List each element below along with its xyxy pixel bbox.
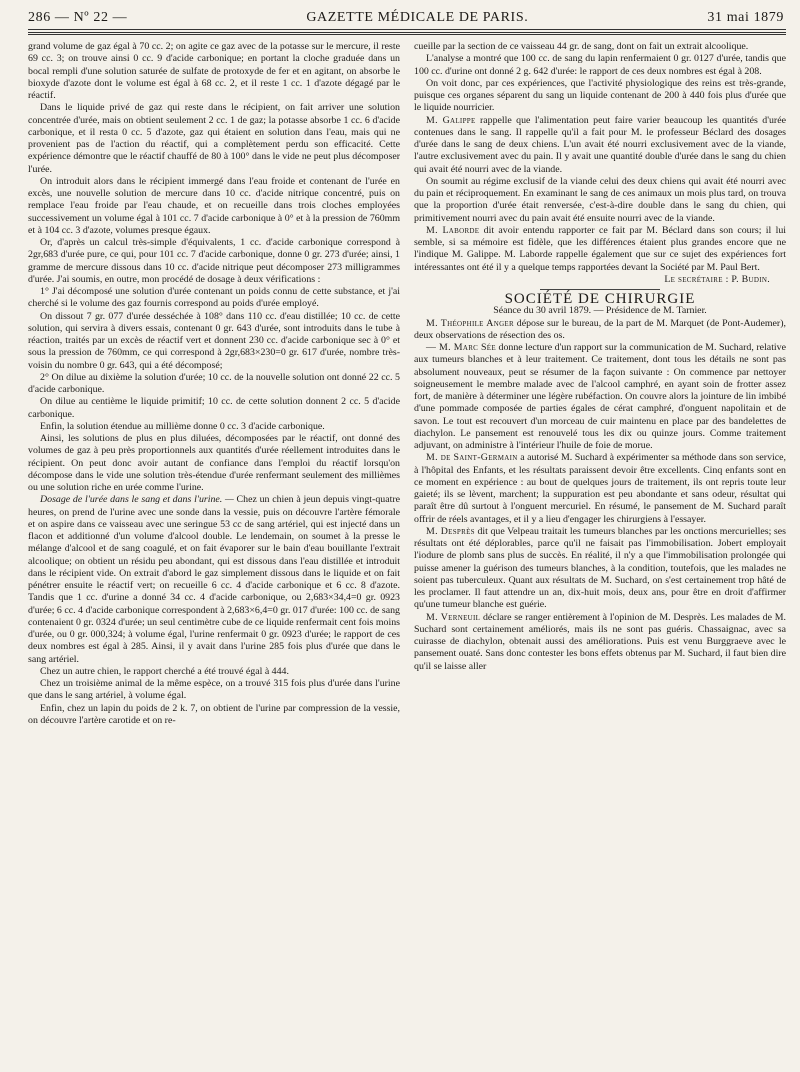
paragraph [414, 612, 786, 673]
paragraph [414, 342, 786, 452]
speaker-name: M. Galippe [426, 114, 476, 126]
paragraph: L'analyse a montré que 100 cc. de sang du lapin renfermaient 0 gr. 0127 d'urée, tandis que 100 cc. d'urine ont donné 2 g. 642 d'urée: le rapport de ces deux nombres est égal à 208. [414, 53, 786, 77]
speaker-name: — M. Marc Sée [426, 342, 496, 353]
society-title: SOCIÉTÉ DE CHIRURGIE [504, 291, 696, 307]
paragraph: 2° On dilue au dixième la solution d'urée; 10 cc. de la nouvelle solution ont donné 22 cc. 5 d'acide carbonique. [28, 371, 400, 395]
text-columns [20, 41, 786, 727]
paragraph: Ainsi, les solutions de plus en plus diluées, décomposées par le réactif, ont donné des volumes de gaz à peu près proportionnels aux quantités d'urée réellement introduites dans le récipient. On peut donc avoir autant de confiance dans l'emploi du réactif lorsqu'on décompose dans le vide une solution très-étendue d'urée renfermant seulement des millièmes ou une solution riche en urée comme l'urine. [28, 433, 400, 493]
paragraph: On dissout 7 gr. 077 d'urée desséchée à 108° dans 110 cc. d'eau distillée; 10 cc. de cette solution, qui servira à divers essais, contenant 0 gr. 643 d'urée, sont introduits dans le tube à réaction, traités par un excès de réactif vert et donnent 230 cc. d'acide carbonique sec à 0° et sous la pression de 760mm, ce qui correspond à 2gr,683×230=0 gr. 617 d'urée, nombre très-voisin du nombre 0 gr. 643, qui a été décomposé; [28, 310, 400, 371]
speaker-name: M. Laborde [426, 224, 480, 236]
paragraph: On dilue au centième le liquide primitif; 10 cc. de cette solution donnent 2 cc. 5 d'acide carbonique. [28, 396, 400, 420]
seance-line: Séance du 30 avril 1879. — Présidence de M. Tarnier. [493, 305, 707, 317]
speaker-name: M. Théophile Anger [426, 317, 514, 329]
header-double-rule [28, 32, 786, 35]
paragraph: grand volume de gaz égal à 70 cc. 2; on agite ce gaz avec de la potasse sur le mercure, il reste 69 cc. 3; on trouve ainsi 0 cc. 9 d'acide carbonique; en portant la cloche graduée dans un bocal rempli d'une solution saturée de sulfate de protoxyde de fer et en agitant, on absorbe le bioxyde d'azote dont le volume est égal à 68 cc. 2, et il reste 1 cc. 1 d'azote dégagé par le réactif. [28, 41, 400, 101]
paragraph-text: rappelle que l'alimentation peut faire varier beaucoup les quantités d'urée contenues dans le sang. Il rappelle qu'il a fait pour M. le professeur Béclard des dosages d'urée dans le sang de deux chiens. L'un avait été nourri exclusivement avec de la viande, l'autre exclusivement avec du pain. Il y avait une quantité double d'urée dans le sang du chien qui avait été nourri avec de la viande. [414, 114, 786, 175]
page-number: 286 — Nº 22 — [28, 10, 128, 25]
paragraph: Enfin, la solution étendue au millième donne 0 cc. 3 d'acide carbonique. [40, 420, 325, 432]
paragraph: Chez un autre chien, le rapport cherché a été trouvé égal à 444. [40, 665, 289, 677]
paragraph: Dans le liquide privé de gaz qui reste dans le récipient, on fait arriver une solution concentrée d'urée, mais on obtient seulement 2 cc. 1 de gaz; la potasse absorbe 1 cc. 6 d'acide carbonique, et il resta 0 cc. 5 d'azote, gaz qui étaient en solution dans l'eau, mais qui ne provenient pas de l'action du réactif, qui a complètement perdu son efficacité. Cette expérience démontre que le réactif chauffé de 80 à 100° dans le vide ne peut plus décomposer l'urée. [28, 102, 400, 175]
paragraph: Chez un troisième animal de la même espèce, on a trouvé 315 fois plus d'urée dans l'urine que dans le sang artériel, à volume égal. [28, 678, 400, 702]
paragraph [414, 452, 786, 526]
paragraph: On voit donc, par ces expériences, que l'activité physiologique des reins est très-grande, puisque ces organes séparent du sang un liquide contenant de 200 à 440 fois plus d'urée que le liquide nourricier. [414, 77, 786, 114]
paragraph [414, 318, 786, 343]
paragraph-text: Chez un chien à jeun depuis vingt-quatre heures, on prend de l'urine avec une sonde dans la vessie, puis on découvre l'artère fémorale et on aspire dans ce vaisseau avec une seringue 53 cc de sang artériel, qui est injecté dans un flacon et additionné d'un volume d'alcool double. Le lendemain, on soumet à la presse le mélange d'alcool et de sang coagulé, et on fait évaporer sur le bain d'eau bouillante l'extrait alcoolique; on obtient un résidu peu abondant, qui est dissous dans l'eau distillée et introduit dans le récipient vide. On extrait d'abord le gaz simplement dissous dans le liquide et on fait pénétrer ensuite le réactif vert; on recueille 6 cc. 4 d'acide carbonique et 6 cc. 8 d'azote. Tandis que 1 cc. d'urine a donné 34 cc. 4 d'acide carbonique, ou 2,683×34,4=0 gr. 0923 d'urée; 6 cc. 4 d'acide carbonique correspondent à 2,683×6,4=0 gr. 017 d'urée: 100 cc. de sang contenaient 0 gr. 0324 d'urée; un seul centimètre cube de ce liquide renfermait cent fois moins d'urée, ou 0 gr. 000,324; à volume égal, l'urine renfermait 0 gr. 0923 d'urée; le rapport de ces deux nombres est égal à 285. Ainsi, il y avait dans l'urine 285 fois plus d'urée que dans le sang artériel. [28, 494, 401, 665]
right-column [414, 41, 786, 727]
header-rule [28, 29, 786, 30]
paragraph-text: a autorisé M. Suchard à expérimenter sa méthode dans son service, à l'hôpital des Enfants, et les résultats paraissent devoir être excellents. Cinq enfants sont en ce moment en expérience : au bout de quelques jours de traitement, ils ont repris toute leur gaieté; ils se lèvent, marchent; la suppuration est peu abondante et sans odeur, résultat qui paraît être dû surtout à l'onguent mercuriel. En résumé, le pansement de M. Suchard paraît offrir de réels avantages, et il y a lieu d'engager les chirurgiens à l'essayer. [414, 452, 786, 525]
journal-title: GAZETTE MÉDICALE DE PARIS. [306, 10, 529, 25]
left-column [28, 41, 400, 727]
paragraph-text: dit avoir entendu rapporter ce fait par M. Béclard dans son cours; il lui semble, si sa mémoire est fidèle, que les différences étaient plus grandes encore que ne l'indique M. Galippe. M. Laborde rappelle également que sur ce sujet des expériences fort intéressantes ont été il y a quelque temps rapportées devant la Société par M. Paul Bert. [414, 224, 786, 273]
paragraph: Or, d'après un calcul très-simple d'équivalents, 1 cc. d'acide carbonique correspond à 2gr,683 d'urée pure, ce qui, pour 101 cc. 7 d'acide carbonique, donne 0 gr. 273 d'urée; ainsi, 1 gramme de mercure dissous dans 10 cc. d'acide nitrique peut décomposer 273 milligrammes d'urée. J'ai soumis, en outre, mon procédé de dosage à deux vérifications : [28, 237, 400, 285]
page-header [20, 10, 786, 29]
paragraph-text: déclare se ranger entièrement à l'opinion de M. Desprès. Les malades de M. Suchard sont certainement améliorés, mais ils ne sont pas guéris. Chassaignac, avec sa cuirasse de diachylon, obtenait aussi des améliorations. Puis est venu Burggraeve avec le pansement ouaté. Sans donc contester les bons effets obtenus par M. Suchard, il faut bien dire qu'il se laisse aller [414, 611, 786, 672]
paragraph [414, 115, 786, 176]
speaker-name: M. Desprès [426, 525, 475, 537]
paragraph: 1° J'ai décomposé une solution d'urée contenant un poids connu de cette substance, et j'ai cherché si le volume des gaz fournis correspond au poids d'urée employé. [28, 286, 400, 310]
speaker-name: M. de Saint-Germain [426, 452, 518, 464]
section-heading: Dosage de l'urée dans le sang et dans l'urine. — [40, 494, 234, 506]
paragraph [28, 494, 400, 666]
secretary-signature: Le secrétaire : P. Budin. [664, 273, 770, 285]
paragraph: On soumit au régime exclusif de la viande celui des deux chiens qui avait été nourri avec du pain et réciproquement. En examinant le sang de ces animaux un mois plus tard, on trouva que la proportion d'urée était renversée, c'est-à-dire double dans le sang du chien, qui primitivement nourri avec du pain avait été ensuite nourri avec de la viande. [414, 175, 786, 224]
issue-date: 31 mai 1879 [707, 10, 784, 25]
paragraph: On introduit alors dans le récipient immergé dans l'eau froide et contenant de l'urée en excès, une nouvelle solution de mercure dans 10 cc. d'acide nitrique concentré, puis on remplace l'eau froide par l'eau chaude, et on recueille dans trois cloches employées successivement un volume égal à 101 cc. 7 d'acide carbonique à 0° et à la pression de 760mm et à 104 cc. 3 d'azote, volumes presque égaux. [28, 175, 400, 236]
paragraph [414, 526, 786, 612]
paragraph-text: donne lecture d'un rapport sur la communication de M. Suchard, relative aux tumeurs blanches et à leur traitement. Ce traitement, dont tous les détails ne sont pas absolument nouveaux, peut se résumer de la façon suivante : On commence par nettoyer soigneusement le membre malade avec de l'alcool camphré, en ayant soin de frotter assez fort, de manière à déterminer une légère rubéfaction. On couvre alors la jointure de lin imbibé d'une pommade composée de parties égales de cérat camphré, d'onguent napolitain et de savon. Le tout est recouvert d'un morceau de cuir maintenu en place par des bandelettes de diachylon. Le pansement est renouvelé tous les dix ou quinze jours. Comme traitement adjuvant, on administre à l'intérieur l'huile de foie de morue. [414, 342, 786, 451]
section-rule [540, 289, 660, 290]
paragraph-text: dit que Velpeau traitait les tumeurs blanches par les onctions mercurielles; ses résultats ont été déplorables, parce qu'il ne faisait pas l'immobilisation. Jobert employait l'iodure de plomb sans plus de succès. En réalité, il n'y a que l'immobilisation prolongée qui puisse amener la guérison des tumeurs blanches, à la condition, toutefois, que les malades ne soient pas tuberculeux. Quant aux résultats de M. Suchard, on s'est certainement trop hâté de les proclamer. Il faut attendre un an, dix-huit mois, deux ans, pour être en droit d'affirmer qu'une tumeur blanche est guérie. [414, 525, 786, 611]
paragraph: Enfin, chez un lapin du poids de 2 k. 7, on obtient de l'urine par compression de la vessie, on découvre l'artère carotide et on re- [28, 702, 400, 726]
paragraph [414, 225, 786, 274]
speaker-name: M. Verneuil [426, 611, 481, 623]
paragraph-text: dépose sur le bureau, de la part de M. Marquet (de Pont-Audemer), deux observations de résection des os. [414, 317, 786, 341]
paragraph: cueille par la section de ce vaisseau 44 gr. de sang, dont on fait un extrait alcoolique. [414, 41, 749, 52]
